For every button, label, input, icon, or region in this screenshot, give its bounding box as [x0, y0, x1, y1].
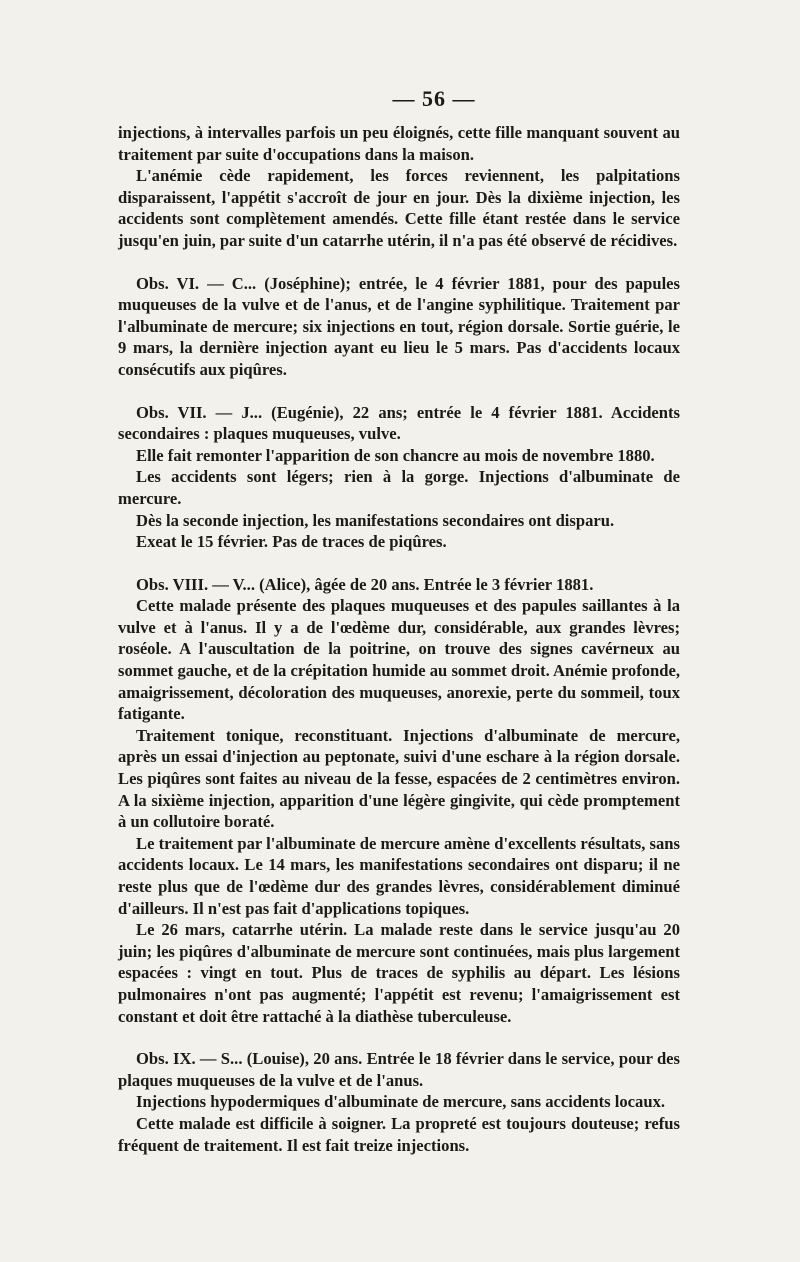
observation-9-injections: Injections hypodermiques d'albuminate de mercure, sans accidents locaux.	[136, 1092, 666, 1112]
observation-7-disappearance: Dès la seconde injection, les manifestations secondaires ont disparu.	[136, 510, 615, 530]
observation-7-accidents: Les accidents sont légers; rien à la gorge. Injections d'albuminate de mercure.	[118, 467, 680, 508]
observation-7: Obs. VII. — J... (Eugénie), 22 ans; entrée le 4 février 1881. Accidents secondaires : plaques muqueuses, vulve.	[118, 402, 680, 444]
observation-8-symptoms: Cette malade présente des plaques muqueuses et des papules saillantes à la vulve et à l'anus. Il y a de l'œdème dur, considérable, aux grandes lèvres; roséole. A l'auscultation de la poitrine, on trouve des signes cavérneux au sommet gauche, et de la crépitation humide au sommet droit. Anémie profonde, amaigrissement, décoloration des muqueuses, anorexie, perte du sommeil, toux fatigante.	[118, 596, 680, 724]
observation-7-exeat: Exeat le 15 février. Pas de traces de piqûres.	[136, 532, 447, 552]
paragraph-continuation: injections, à intervalles parfois un peu éloignés, cette fille manquant souvent au traitement par suite d'occupations dans la maison.	[118, 123, 680, 164]
page-number: — 56 —	[392, 86, 476, 111]
paragraph-anemia: L'anémie cède rapidement, les forces reviennent, les palpitations disparaissent, l'appétit s'accroît de jour en jour. Dès la dixième injection, les accidents sont complètement amendés. Cette fille étant restée dans le service jusqu'en juin, par suite d'un catarrhe utérin, il n'a pas été observé de récidives.	[118, 166, 680, 250]
observation-8-outcome: Le 26 mars, catarrhe utérin. La malade reste dans le service jusqu'au 20 juin; les piqûres d'albuminate de mercure sont continuées, mais plus largement espacées : vingt en tout. Plus de traces de syphilis au départ. Les lésions pulmonaires n'ont pas augmenté; l'appétit est revenu; l'amaigrissement est constant et doit être rattaché à la diathèse tuberculeuse.	[118, 920, 680, 1026]
observation-8-treatment: Traitement tonique, reconstituant. Injections d'albuminate de mercure, après un essai d'injection au peptonate, suivi d'une eschare à la région dorsale. Les piqûres sont faites au niveau de la fesse, espacées de 2 centimètres environ. A la sixième injection, apparition d'une légère gingivite, qui cède promptement à un collutoire boraté.	[118, 725, 680, 832]
observation-8-results: Le traitement par l'albuminate de mercure amène d'excellents résultats, sans accidents locaux. Le 14 mars, les manifestations secondaires ont disparu; il ne reste plus que de l'œdème dur des grandes lèvres, considérablement diminué d'ailleurs. Il n'est pas fait d'applications topiques.	[118, 833, 680, 918]
observation-7-chancre: Elle fait remonter l'apparition de son chancre au mois de novembre 1880.	[136, 445, 655, 465]
observation-9-notes: Cette malade est difficile à soigner. La propreté est toujours douteuse; refus fréquent de traitement. Il est fait treize injections.	[118, 1113, 680, 1155]
observation-9: Obs. IX. — S... (Louise), 20 ans. Entrée le 18 février dans le service, pour des plaques muqueuses de la vulve et de l'anus.	[118, 1049, 680, 1090]
observation-8: Obs. VIII. — V... (Alice), âgée de 20 ans. Entrée le 3 février 1881.	[136, 574, 594, 594]
observation-6: Obs. VI. — C... (Joséphine); entrée, le 4 février 1881, pour des papules muqueuses de la vulve et de l'anus, et de l'angine syphilitique. Traitement par l'albuminate de mercure; six injections en tout, région dorsale. Sortie guérie, le 9 mars, la dernière injection ayant eu lieu le 5 mars. Pas d'accidents locaux consécutifs aux piqûres.	[118, 273, 680, 379]
